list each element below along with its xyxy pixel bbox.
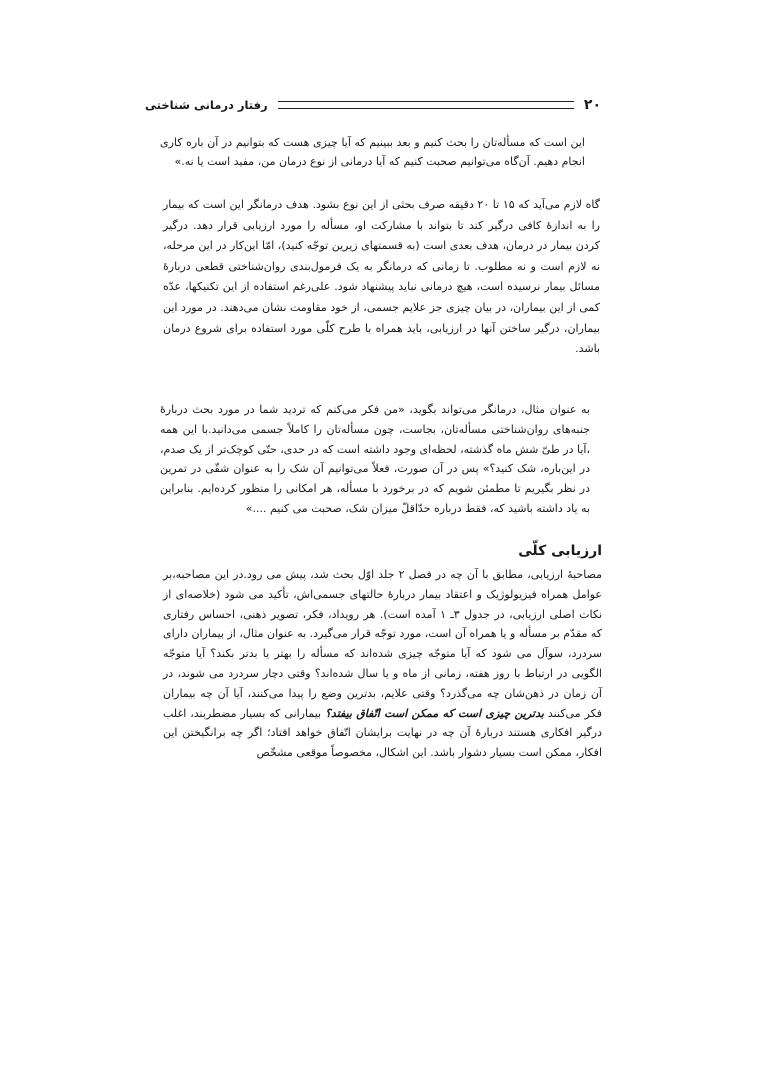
therapist-example-quote [160,400,590,519]
paragraph-text-part: مصاحبهٔ ارزیابی، مطابق با آن چه در فصل ۲ جلد اوّل بحث شد، پیش می رود.در این مصاحبه،بر عوامل همراه فیزیولوژیک و اعتقاد بیمار دربارهٔ حالتهای جسمی‌اش، تأکید می شود (خلاصه‌ای از نکات اصلی ارزیابی، در جدول ۳ـ ۱ آمده است). هر رویداد، فکر، تصویر ذهنی، احساس رفتاری که مقدّم بر مسأله و یا همراه آن است، مورد توجّه قرار می‌گیرد. به عنوان مثال، از بیماران دارای سردرد، سوآل می شود که آیا متوجّه چیزی شده‌اند که مسأله را بهتر یا بدتر بکند؟ آیا متوجّه الگویی در ارتباط با روز هفته، زمانی از ماه و یا سال شده‌اند؟ وقتی دچار سردرد می شوند، در آن زمان در ذهن‌شان چه می‌گذرد؟ وقتی علایم، بدترین وضع را پیدا می‌کنند، آیا آن چه بیماران فکر می‌کنند [163,568,602,720]
running-title: رفتار درمانی شناختی [145,98,268,112]
paragraph-text [163,565,602,763]
section-heading: ارزیابی کلّی [518,543,602,559]
emphasized-text: بدترین چیزی است که ممکن است اتّفاق بیفتد؟ [325,706,544,720]
quote-text: این است که مسأله‌تان را بحث کنیم و بعد ببینیم که آیا چیزی هست که بتوانیم در آن باره کاری انجام دهیم. آن‌گاه می‌توانیم صحبت کنیم که آیا درمانی از نوع درمان من، مفید است یا نه.» [160,136,585,168]
running-header [145,96,601,114]
header-rule [278,101,574,109]
page-number: ۲۰ [583,97,601,113]
body-paragraph-1 [163,195,600,360]
quote-continuation [160,133,585,171]
paragraph-text: گاه لازم می‌آید که ۱۵ تا ۲۰ دقیقه صرف بحثی از این نوع بشود. هدف درمانگر این است که بیمار را به اندازهٔ کافی درگیر کند تا بتواند با مشارکت او، مسأله را مورد ارزیابی قرار دهد. درگیر کردن بیمار در درمان، هدف بعدی است (به قسمتهای زیرین توجّه کنید)، امّا این‌کار در این مرحله، نه لازم است و نه مطلوب. تا زمانی که درمانگر به یک فرمول‌بندی روان‌شناختی قطعی دربارهٔ مسائل بیمار نرسیده است، هیچ درمانی نباید پیشنهاد شود. علی‌رغم استفاده از این تکنیکها، عدّه کمی از این بیماران، در بیان چیزی جز علایم جسمی، از خود مقاومت نشان می‌دهند. در مورد این بیماران، درگیر ساختن آنها در ارزیابی، باید همراه با طرح کلّی مورد استفاده برای شروع درمان باشد. [163,198,601,356]
quote-text: به عنوان مثال، درمانگر می‌تواند بگوید، «من فکر می‌کنم که تردید شما در مورد بحث دربارهٔ جنبه‌های روان‌شناختی مسأله‌تان، بجاست، چون مسأله‌تان را کاملاً جسمی می‌دانید.با این همه ،آیا در طیّ شش ماه گذشته، لحظه‌ای وجود داشته است که در حدی، حتّی کوچک‌تر از یک صدم، در این‌باره، شک کنید؟» پس در آن صورت، فعلاً می‌توانیم آن شک را به عنوان شقّی در تمرین در نظر بگیریم تا مطمئن شویم که در برخورد با مسأله، هر امکانی را منظور کرده‌ایم. بنابراین به یاد داشته باشید که، فقط درباره حدّاقلّ میزان شک، صحبت می کنیم ....» [160,403,590,515]
body-paragraph-2 [163,565,602,763]
paragraph-text-part: بیمارانی که بسیار مضطربند، اغلب درگیر افکاری هستند دربارهٔ آن چه در نهایت برایشان اتّفاق خواهد افتاد؛ اگر چه برانگیختن این افکار، ممکن است بسیار دشوار باشد. این اشکال، مخصوصاً موقعی مشخّص [163,706,602,760]
